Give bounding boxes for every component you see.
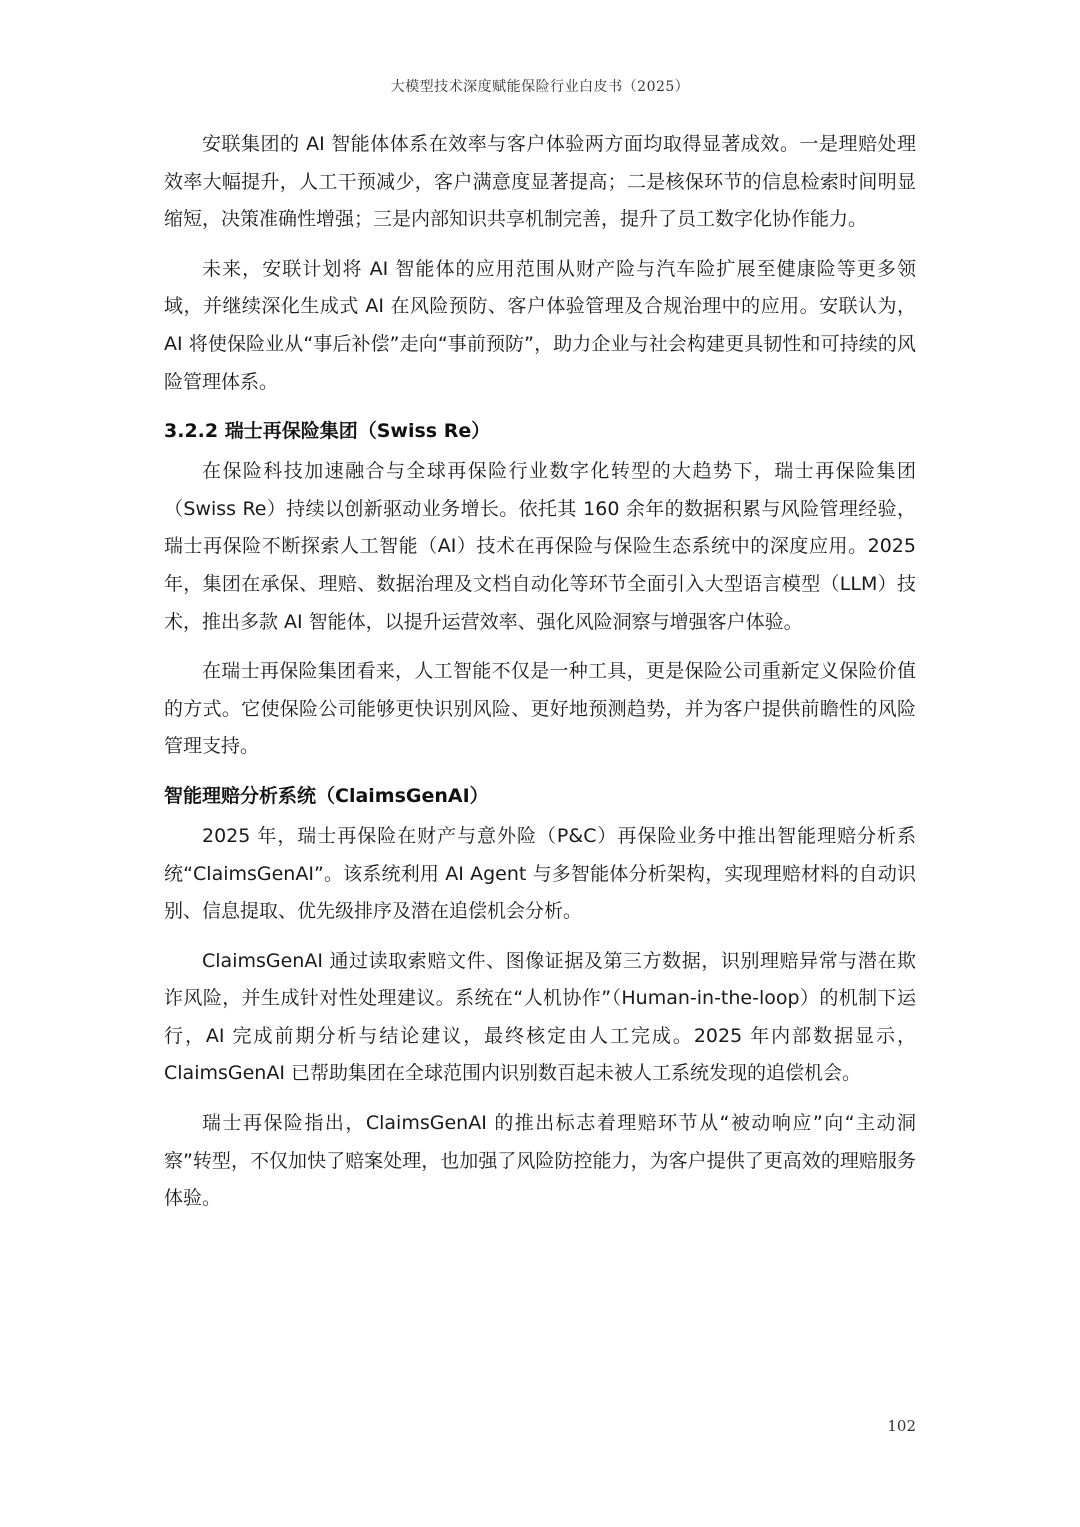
paragraph-swissre-intro: 在保险科技加速融合与全球再保险行业数字化转型的大趋势下，瑞士再保险集团（Swiss Re）持续以创新驱动业务增长。依托其 160 余年的数据积累与风险管理经验，瑞士再保险不断探索人工智能（AI）技术在再保险与保险生态系统中的深度应用。2025 年，集团在承保、理赔、数据治理及文档自动化等环节全面引入大型语言模型（LLM）技术，推出多款 AI 智能体，以提升运营效率、强化风险洞察与增强客户体验。	[164, 460, 916, 633]
paragraph-allianz-future: 未来，安联计划将 AI 智能体的应用范围从财产险与汽车险扩展至健康险等更多领域，并继续深化生成式 AI 在风险预防、客户体验管理及合规治理中的应用。安联认为，AI 将使保险业从“事后补偿”走向“事前预防”，助力企业与社会构建更具韧性和可持续的风险管理体系。	[164, 257, 916, 393]
paragraph-claimsgenai-impact: 瑞士再保险指出，ClaimsGenAI 的推出标志着理赔环节从“被动响应”向“主动洞察”转型，不仅加快了赔案处理，也加强了风险防控能力，为客户提供了更高效的理赔服务体验。	[164, 1112, 916, 1210]
paragraph-claimsgenai-launch: 2025 年，瑞士再保险在财产与意外险（P&C）再保险业务中推出智能理赔分析系统“ClaimsGenAI”。该系统利用 AI Agent 与多智能体分析架构，实现理赔材料的自动识别、信息提取、优先级排序及潜在追偿机会分析。	[164, 824, 916, 923]
document-body	[164, 126, 916, 1230]
subsection-heading: 智能理赔分析系统（ClaimsGenAI）	[164, 784, 489, 807]
paragraph-claimsgenai-function: ClaimsGenAI 通过读取索赔文件、图像证据及第三方数据，识别理赔异常与潜在欺诈风险，并生成针对性处理建议。系统在“人机协作”（Human-in-the-loop）的机制下运行，AI 完成前期分析与结论建议，最终核定由人工完成。2025 年内部数据显示，ClaimsGenAI 已帮助集团在全球范围内识别数百起未被人工系统发现的追偿机会。	[164, 949, 916, 1085]
paragraph-allianz-results: 安联集团的 AI 智能体体系在效率与客户体验两方面均取得显著成效。一是理赔处理效率大幅提升，人工干预减少，客户满意度显著提高；二是核保环节的信息检索时间明显缩短，决策准确性增强；三是内部知识共享机制完善，提升了员工数字化协作能力。	[164, 133, 916, 231]
paragraph-swissre-view: 在瑞士再保险集团看来，人工智能不仅是一种工具，更是保险公司重新定义保险价值的方式。它使保险公司能够更快识别风险、更好地预测趋势，并为客户提供前瞻性的风险管理支持。	[164, 660, 916, 758]
page-number: 102	[887, 1417, 916, 1435]
page-header: 大模型技术深度赋能保险行业白皮书（2025）	[390, 79, 690, 95]
section-heading: 3.2.2 瑞士再保险集团（Swiss Re）	[164, 420, 491, 443]
